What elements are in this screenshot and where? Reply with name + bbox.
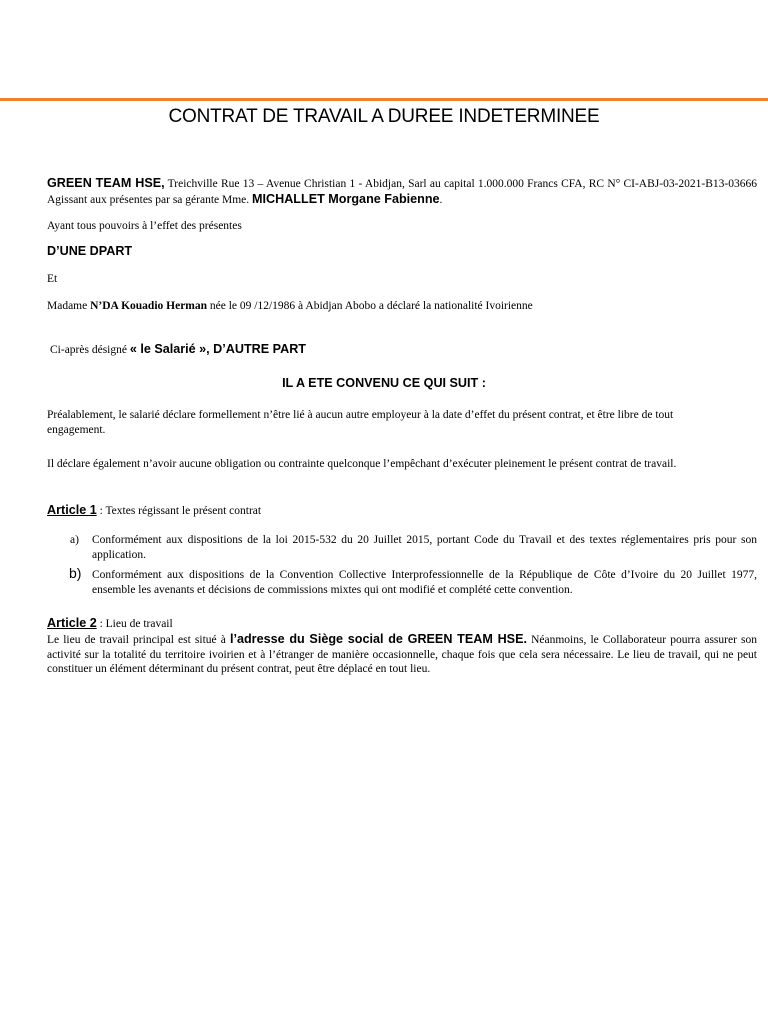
employer-details: Treichville Rue 13 – Avenue Christian 1 - Abidjan, Sarl au capital 1.000.000 Francs CFA, RC N° CI-ABJ-03-2021-B13-03666 Agissant aux présentes par sa gérante Mme.	[47, 178, 757, 206]
article-1-title: : Textes régissant le présent contrat	[96, 505, 262, 517]
employer-manager: MICHALLET Morgane Fabienne	[252, 191, 440, 206]
employee-name: N’DA Kouadio Herman	[90, 300, 208, 312]
article-2-text-bold: l’adresse du Siège social de GREEN TEAM HSE.	[229, 632, 527, 646]
list-item: Conformément aux dispositions de la Convention Collective Interprofessionnelle de la République de Côte d’Ivoire du 20 Juillet 1977, ensemble les avenants et décisions de commissions mixtes qui ont modifié et complété cette convention.	[92, 569, 757, 596]
list-item: Conformément aux dispositions de la loi 2015-532 du 20 Juillet 2015, portant Code du Travail et des textes réglementaires pris pour son application.	[92, 534, 757, 561]
article-2-text-end: Néanmoins, le Collaborateur pourra assurer son activité sur la totalité du territoire ivoirien et à l’étranger de manière occasionnelle, chaque fois que cela sera nécessaire. Le lieu de travail, qui ne peut constituer un élément déterminant du présent contrat, peut être déplacé en tout lieu.	[47, 634, 757, 676]
powers-line: Ayant tous pouvoirs à l’effet des présentes	[47, 220, 242, 232]
employee-line	[47, 299, 757, 314]
article-2-heading	[47, 616, 757, 632]
employer-end: .	[439, 193, 443, 206]
list-marker: b)	[69, 565, 82, 581]
article-2-label: Article 2	[47, 616, 97, 630]
party-one-label: D’UNE DPART	[47, 244, 133, 258]
article-1-heading	[47, 503, 757, 519]
document-title: CONTRAT DE TRAVAIL A DUREE INDETERMINEE	[168, 106, 600, 127]
employer-paragraph	[47, 176, 757, 207]
article-1-label: Article 1	[47, 503, 97, 517]
and-line: Et	[47, 273, 58, 285]
header-accent-line	[0, 98, 768, 101]
article-2-title: : Lieu de travail	[96, 618, 173, 630]
employee-prefix: Madame	[47, 300, 91, 312]
article-2-body	[47, 632, 757, 677]
designation-bold: « le Salarié », D’AUTRE PART	[129, 342, 306, 356]
list-marker: a)	[70, 534, 79, 546]
designation-prefix: Ci-après désigné	[50, 344, 130, 356]
agreed-heading: IL A ETE CONVENU CE QUI SUIT :	[282, 376, 486, 390]
employer-name: GREEN TEAM HSE,	[47, 176, 165, 190]
article-2-text-start: Le lieu de travail principal est situé à	[47, 634, 230, 646]
paragraph-prior-commitments: Préalablement, le salarié déclare formellement n’être lié à aucun autre employeur à la date d’effet du présent contrat, et être libre de tout engagement.	[47, 409, 674, 436]
designation-line	[50, 342, 760, 358]
paragraph-no-obligations: Il déclare également n’avoir aucune obligation ou contrainte quelconque l’empêchant d’exécuter pleinement le présent contrat de travail.	[47, 458, 677, 470]
employee-details: née le 09 /12/1986 à Abidjan Abobo a déclaré la nationalité Ivoirienne	[207, 300, 533, 312]
